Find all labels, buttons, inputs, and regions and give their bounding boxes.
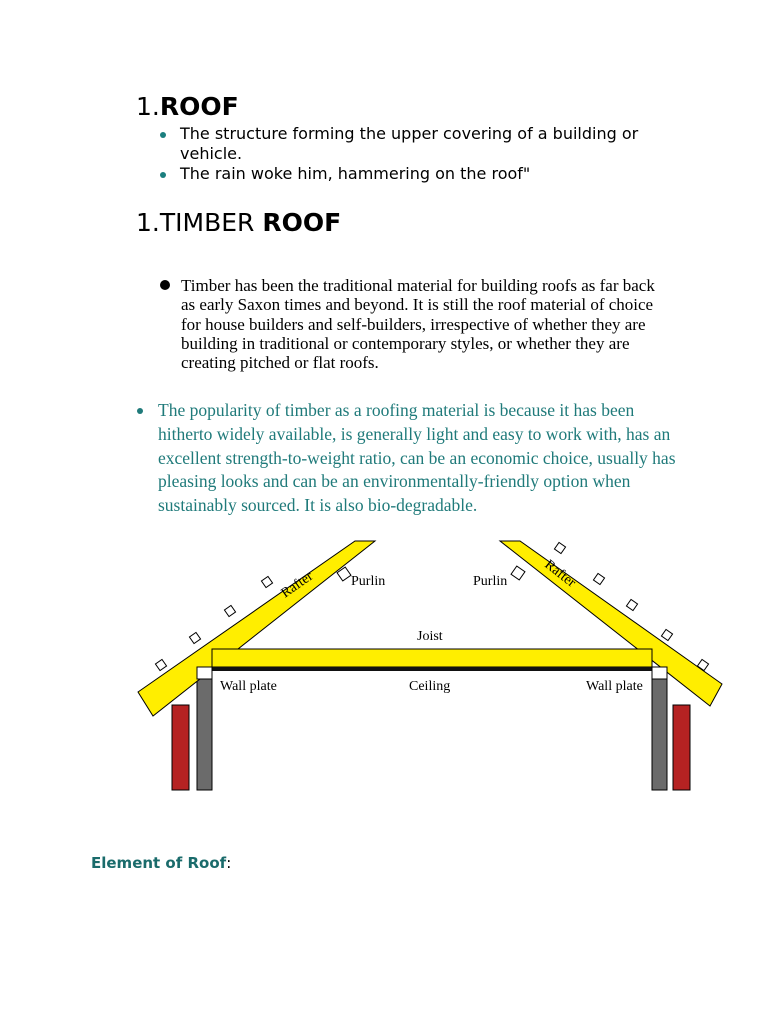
list-item: The structure forming the upper covering of a building or vehicle. [158, 124, 650, 164]
list-item: The popularity of timber as a roofing material is because it has been hitherto widely available, is generally light and easy to work with, has an excellent strength-to-weight ratio, can be an economic choice, usually has pleasing looks and can be an environmentally-friendly option when sustainably sourced. It is also bio-degradable. [136, 399, 688, 518]
label-purlin-left: Purlin [351, 574, 386, 589]
section-heading-roof [136, 92, 239, 122]
brick-wall-right [673, 705, 690, 790]
list-item: The rain woke him, hammering on the roof" [158, 164, 650, 184]
batten [155, 659, 166, 670]
element-heading-colon: : [226, 854, 232, 872]
brick-wall-left [172, 705, 189, 790]
inner-wall-right [652, 678, 667, 790]
batten [626, 599, 637, 610]
section-heading-timber-roof [136, 208, 341, 238]
heading-title-plain: TIMBER [159, 208, 263, 237]
wall-plate-block-left [197, 667, 212, 679]
timber-paragraph-list [158, 276, 668, 372]
label-rafter-left: Rafter [278, 568, 316, 602]
roof-diagram [0, 530, 768, 795]
batten [554, 542, 565, 553]
definition-list [158, 124, 650, 184]
batten [593, 573, 604, 584]
purlin-block-right [511, 566, 525, 580]
batten [224, 605, 235, 616]
batten [661, 629, 672, 640]
ceiling-line [197, 667, 667, 671]
label-wall-plate-left: Wall plate [220, 679, 277, 694]
heading-number: 1. [136, 208, 160, 237]
heading-number: 1. [136, 92, 160, 121]
label-rafter-right: Rafter [541, 557, 579, 591]
joist-beam [212, 649, 652, 667]
popularity-paragraph-list [136, 399, 688, 518]
label-joist: Joist [417, 629, 443, 644]
heading-title: ROOF [159, 92, 239, 121]
batten [261, 576, 272, 587]
wall-plate-block-right [652, 667, 667, 679]
inner-wall-left [197, 678, 212, 790]
heading-title-bold: ROOF [262, 208, 342, 237]
label-purlin-right: Purlin [473, 574, 508, 589]
element-of-roof-heading [91, 854, 231, 872]
label-wall-plate-right: Wall plate [586, 679, 643, 694]
element-heading-label: Element of Roof [91, 854, 227, 872]
list-item: Timber has been the traditional material for building roofs as far back as early Saxon times and beyond. It is still the roof material of choice for house builders and self-builders, irrespective of whether they are building in traditional or contemporary styles, or whether they are creating pitched or flat roofs. [158, 276, 668, 372]
label-ceiling: Ceiling [409, 679, 451, 694]
batten [189, 632, 200, 643]
